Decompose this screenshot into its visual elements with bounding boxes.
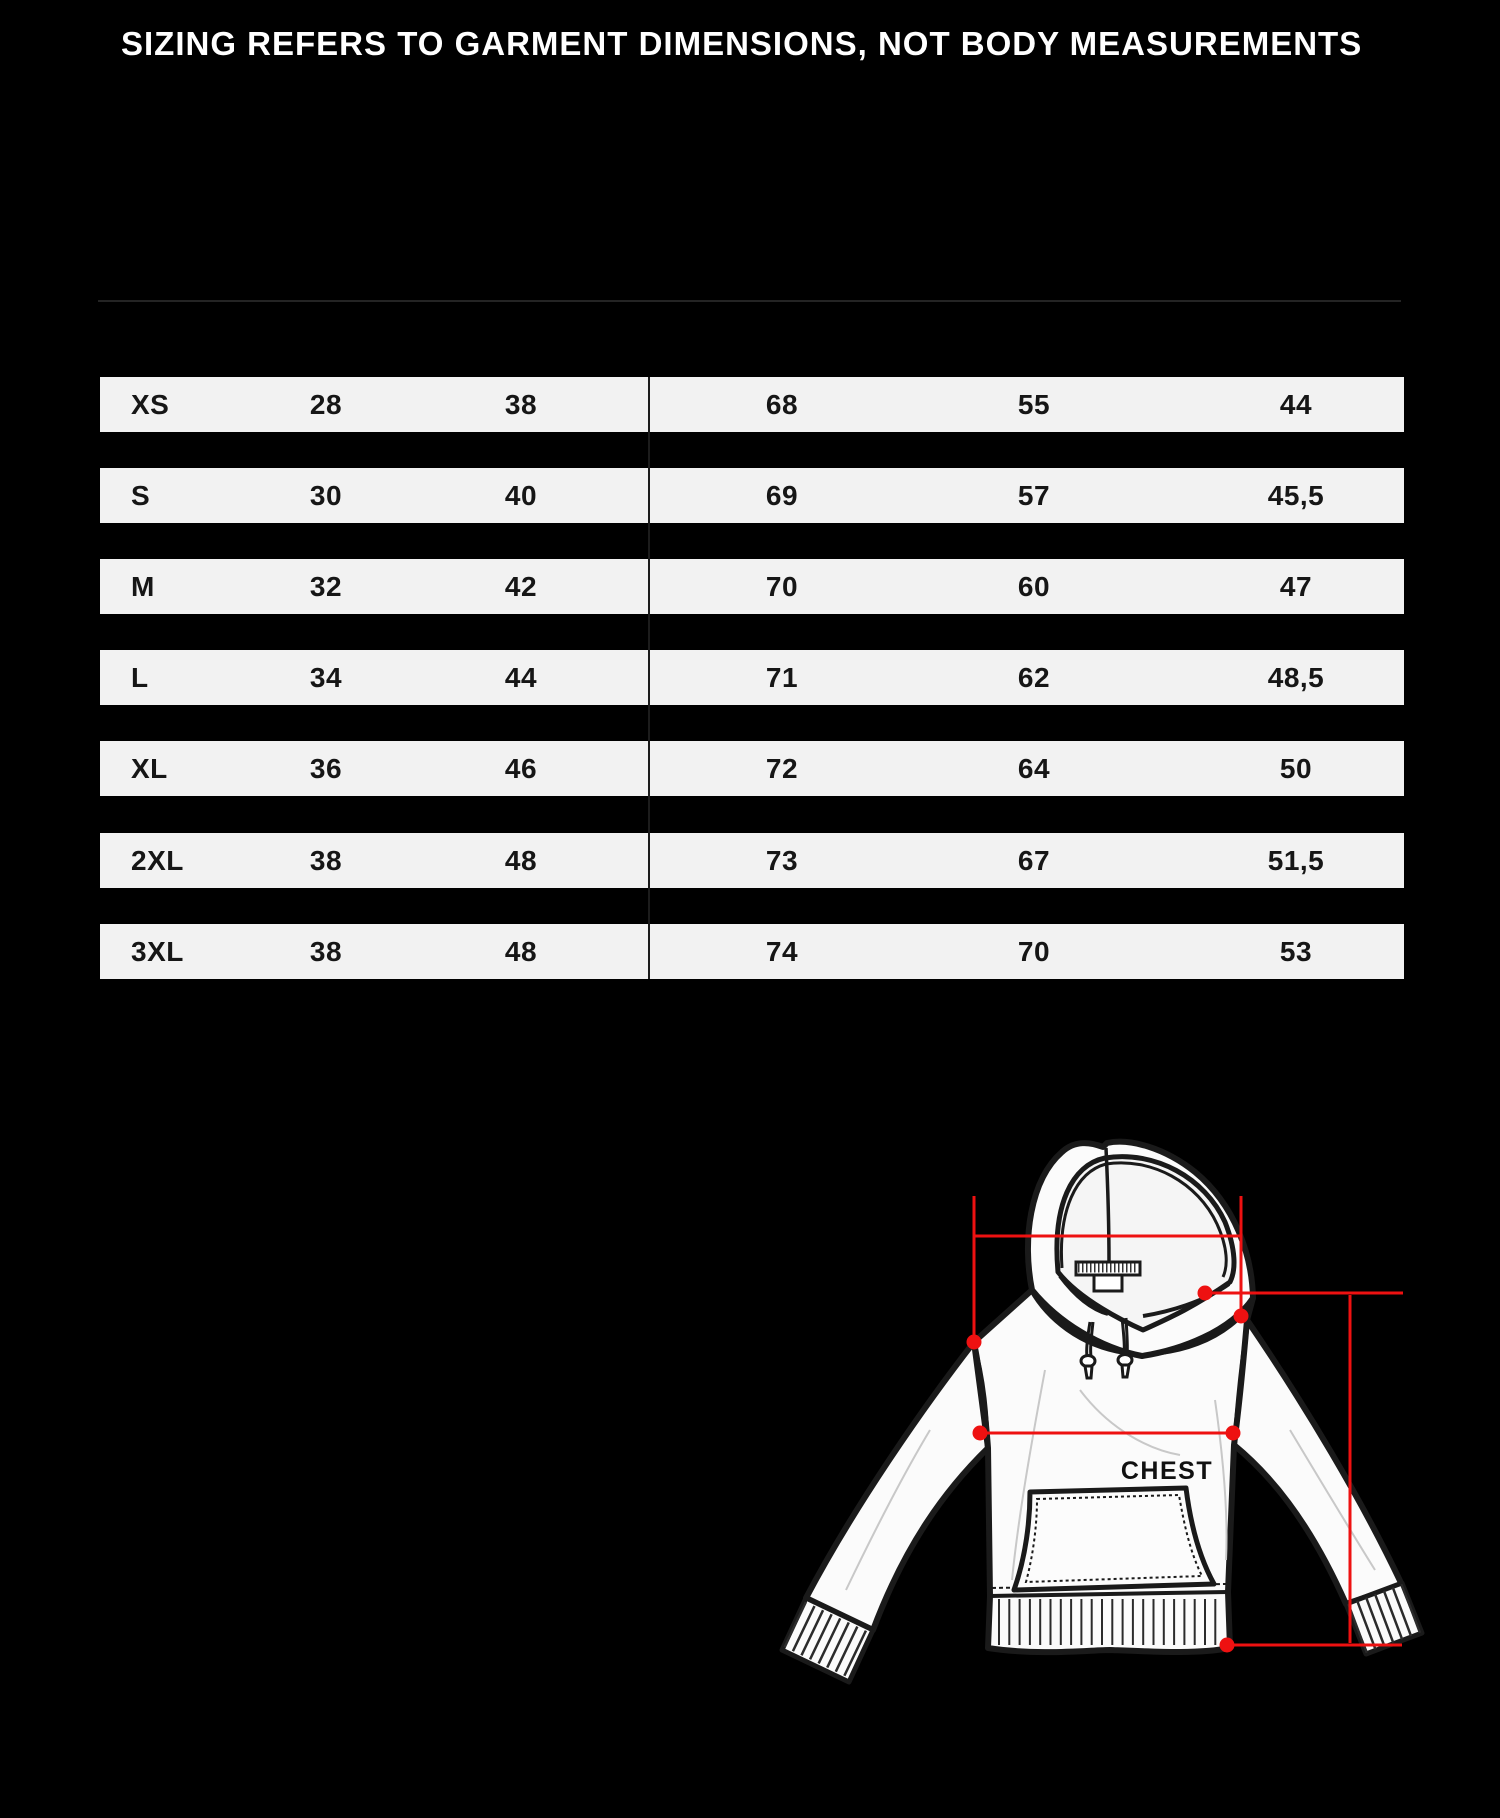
value-cell: 38 xyxy=(309,936,343,967)
value-cell: 57 xyxy=(1017,480,1051,511)
size-label: L xyxy=(131,662,149,693)
value-cell: 38 xyxy=(504,389,538,420)
value-cell: 60 xyxy=(1017,571,1051,602)
measure-dot xyxy=(1226,1426,1241,1441)
value-cell: 46 xyxy=(504,753,538,784)
value-cell: 69 xyxy=(765,480,799,511)
size-label: XL xyxy=(131,753,168,784)
value-cell: 62 xyxy=(1017,662,1051,693)
value-cell: 38 xyxy=(309,845,343,876)
value-cell: 48 xyxy=(504,936,538,967)
value-cell: 73 xyxy=(765,845,799,876)
measure-dot xyxy=(1198,1286,1213,1301)
value-cell: 34 xyxy=(309,662,343,693)
measure-dot xyxy=(1220,1638,1235,1653)
chest-label: CHEST xyxy=(1120,1457,1214,1485)
neck-tag xyxy=(1094,1275,1122,1291)
value-cell: 44 xyxy=(504,662,538,693)
value-cell: 47 xyxy=(1279,571,1313,602)
value-cell: 50 xyxy=(1279,753,1313,784)
size-label: 3XL xyxy=(131,936,184,967)
value-cell: 48 xyxy=(504,845,538,876)
size-label: 2XL xyxy=(131,845,184,876)
table-vertical-divider xyxy=(648,377,650,979)
measure-dot xyxy=(1234,1309,1249,1324)
value-cell: 45,5 xyxy=(1267,480,1325,511)
value-cell: 40 xyxy=(504,480,538,511)
value-cell: 71 xyxy=(765,662,799,693)
value-cell: 64 xyxy=(1017,753,1051,784)
sizing-disclaimer: SIZING REFERS TO GARMENT DIMENSIONS, NOT BODY MEASUREMENTS xyxy=(121,25,1363,62)
right-sleeve xyxy=(1234,1320,1422,1654)
value-cell: 55 xyxy=(1017,389,1051,420)
value-cell: 44 xyxy=(1279,389,1313,420)
size-label: S xyxy=(131,480,151,511)
value-cell: 30 xyxy=(309,480,343,511)
value-cell: 42 xyxy=(504,571,538,602)
value-cell: 53 xyxy=(1279,936,1313,967)
value-cell: 32 xyxy=(309,571,343,602)
value-cell: 48,5 xyxy=(1267,662,1325,693)
value-cell: 28 xyxy=(309,389,343,420)
size-label: XS xyxy=(131,389,170,420)
value-cell: 67 xyxy=(1017,845,1051,876)
value-cell: 72 xyxy=(765,753,799,784)
size-label: M xyxy=(131,571,155,602)
value-cell: 68 xyxy=(765,389,799,420)
value-cell: 51,5 xyxy=(1267,845,1325,876)
value-cell: 70 xyxy=(765,571,799,602)
value-cell: 36 xyxy=(309,753,343,784)
measure-dot xyxy=(967,1335,982,1350)
value-cell: 70 xyxy=(1017,936,1051,967)
measure-dot xyxy=(973,1426,988,1441)
value-cell: 74 xyxy=(765,936,799,967)
